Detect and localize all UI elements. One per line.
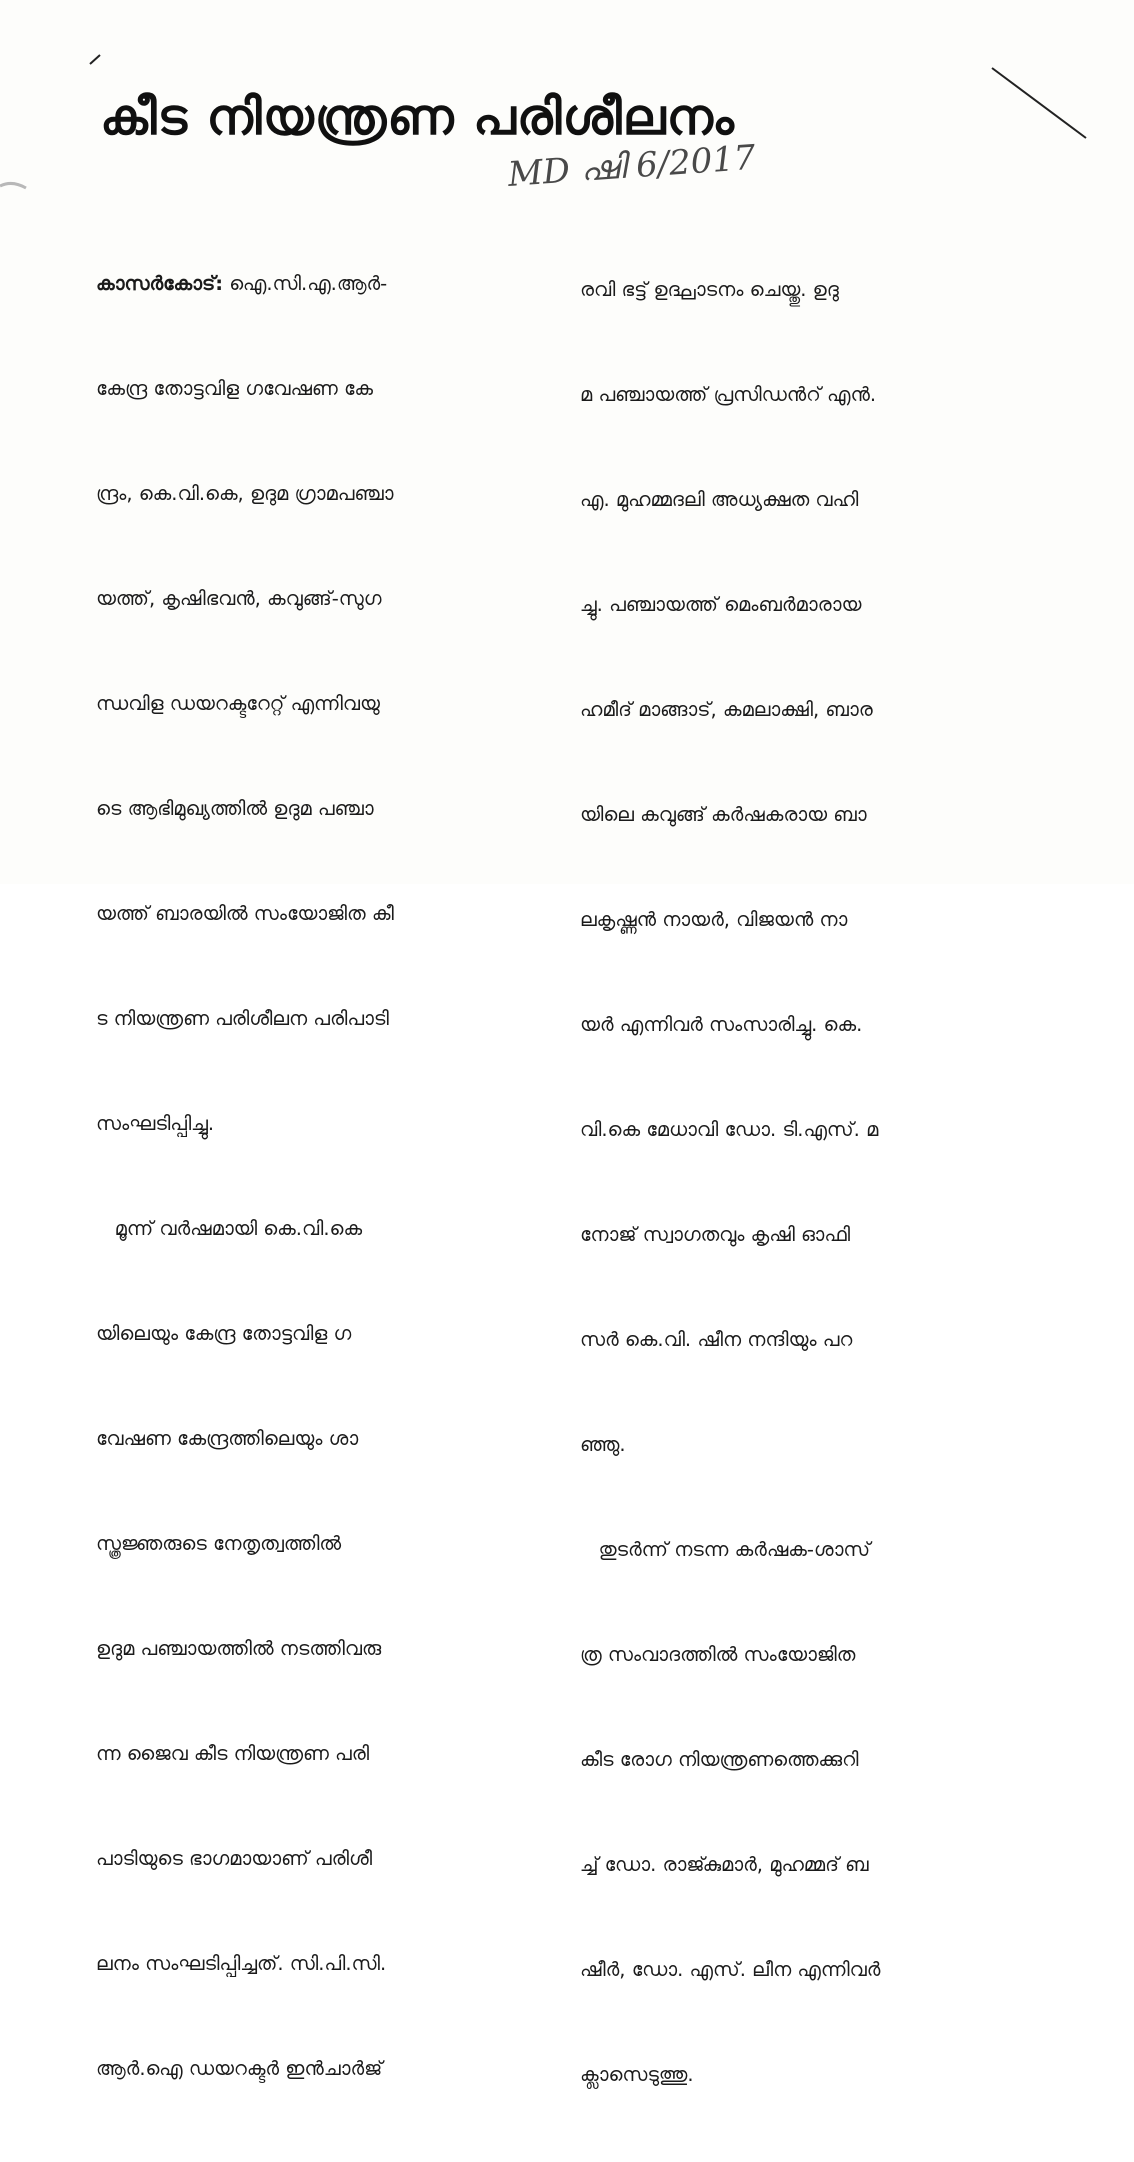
- article-line: ത്ര സംവാദത്തിൽ സംയോജിത: [580, 1643, 856, 1666]
- article-line: എ. മുഹമ്മദലി അധ്യക്ഷത വഹി: [580, 488, 859, 511]
- article-line: തുടർന്ന് നടന്ന കർഷക-ശാസ്: [580, 1538, 871, 1561]
- article-line: ഷീർ, ഡോ. എസ്. ലീന എന്നിവർ: [580, 1958, 881, 1981]
- article-line: മ പഞ്ചായത്ത് പ്രസിഡൻറ് എൻ.: [580, 383, 877, 406]
- article-line: കേന്ദ്ര തോട്ടവിള ഗവേഷണ കേ: [96, 377, 374, 400]
- article-line: [96, 266, 394, 301]
- article-line: യത്ത് ബാരയിൽ സംയോജിത കീ: [96, 902, 394, 925]
- article-line: വി.കെ മേധാവി ഡോ. ടി.എസ്. മ: [580, 1118, 879, 1141]
- article-column-left: [96, 196, 394, 2156]
- scan-mark: [88, 52, 102, 66]
- article-line: ലകൃഷ്ണൻ നായർ, വിജയൻ നാ: [580, 908, 848, 931]
- article-line: സ്ത്രജ്ഞരുടെ നേതൃത്വത്തിൽ: [96, 1532, 342, 1555]
- article-line: ച്ചു. പഞ്ചായത്ത് മെംബർമാരായ: [580, 593, 862, 616]
- article-line: ഹമീദ് മാങ്ങാട്, കമലാക്ഷി, ബാര: [580, 698, 873, 721]
- article-line: വേഷണ കേന്ദ്രത്തിലെയും ശാ: [96, 1427, 359, 1450]
- article-line: ന്ധവിള ഡയറക്ടറേറ്റ് എന്നിവയു: [96, 692, 380, 715]
- headline: കീട നിയന്ത്രണ പരിശീലനം: [100, 88, 735, 146]
- article-line: ട നിയന്ത്രണ പരിശീലന പരിപാടി: [96, 1007, 389, 1030]
- article-line: ച്ച് ഡോ. രാജ്കുമാർ, മുഹമ്മദ് ബ: [580, 1853, 869, 1876]
- article-line: ആർ.ഐ ഡയറക്ടർ ഇൻചാർജ്: [96, 2057, 383, 2080]
- article-line: യത്ത്, കൃഷിഭവൻ, കവുങ്ങ്-സുഗ: [96, 587, 382, 610]
- scan-pen-stroke: [990, 64, 1090, 144]
- article-line: ന്ന ജൈവ കീട നിയന്ത്രണ പരി: [96, 1742, 370, 1765]
- article-line-text: ഐ.സി.എ.ആർ-: [223, 272, 388, 295]
- article-line: ടെ ആഭിമുഖ്യത്തിൽ ഉദുമ പഞ്ചാ: [96, 797, 374, 820]
- article-line: പാടിയുടെ ഭാഗമായാണ് പരിശീ: [96, 1847, 373, 1870]
- article-line: ഞ്ഞു.: [580, 1433, 626, 1456]
- article-line: നോജ് സ്വാഗതവും കൃഷി ഓഫി: [580, 1223, 851, 1246]
- article-line: യർ എന്നിവർ സംസാരിച്ചു. കെ.: [580, 1013, 863, 1036]
- article-line: ലനം സംഘടിപ്പിച്ചത്. സി.പി.സി.: [96, 1952, 387, 1975]
- article-line: മൂന്ന് വർഷമായി കെ.വി.കെ: [96, 1217, 363, 1240]
- article-column-right: [580, 202, 880, 2162]
- article-line: കീട രോഗ നിയന്ത്രണത്തെക്കുറി: [580, 1748, 859, 1771]
- article-line: ഉദുമ പഞ്ചായത്തിൽ നടത്തിവരു: [96, 1637, 382, 1660]
- scan-smudge: [0, 176, 28, 198]
- dateline: കാസർകോട്:: [96, 272, 224, 295]
- article-line: സർ കെ.വി. ഷീന നന്ദിയും പറ: [580, 1328, 853, 1351]
- article-line: യിലെയും കേന്ദ്ര തോട്ടവിള ഗ: [96, 1322, 352, 1345]
- article-line: ക്ലാസെടുത്തു.: [580, 2063, 694, 2086]
- article-line: സംഘടിപ്പിച്ചു.: [96, 1112, 215, 1135]
- article-line: രവി ഭട്ട് ഉദ്ഘാടനം ചെയ്തു. ഉദു: [580, 278, 839, 301]
- handwritten-date-note: MD ഷി 6/2017: [506, 137, 757, 195]
- article-line: യിലെ കവുങ്ങ് കർഷകരായ ബാ: [580, 803, 867, 826]
- article-line: ന്ദ്രം, കെ.വി.കെ, ഉദുമ ഗ്രാമപഞ്ചാ: [96, 482, 394, 505]
